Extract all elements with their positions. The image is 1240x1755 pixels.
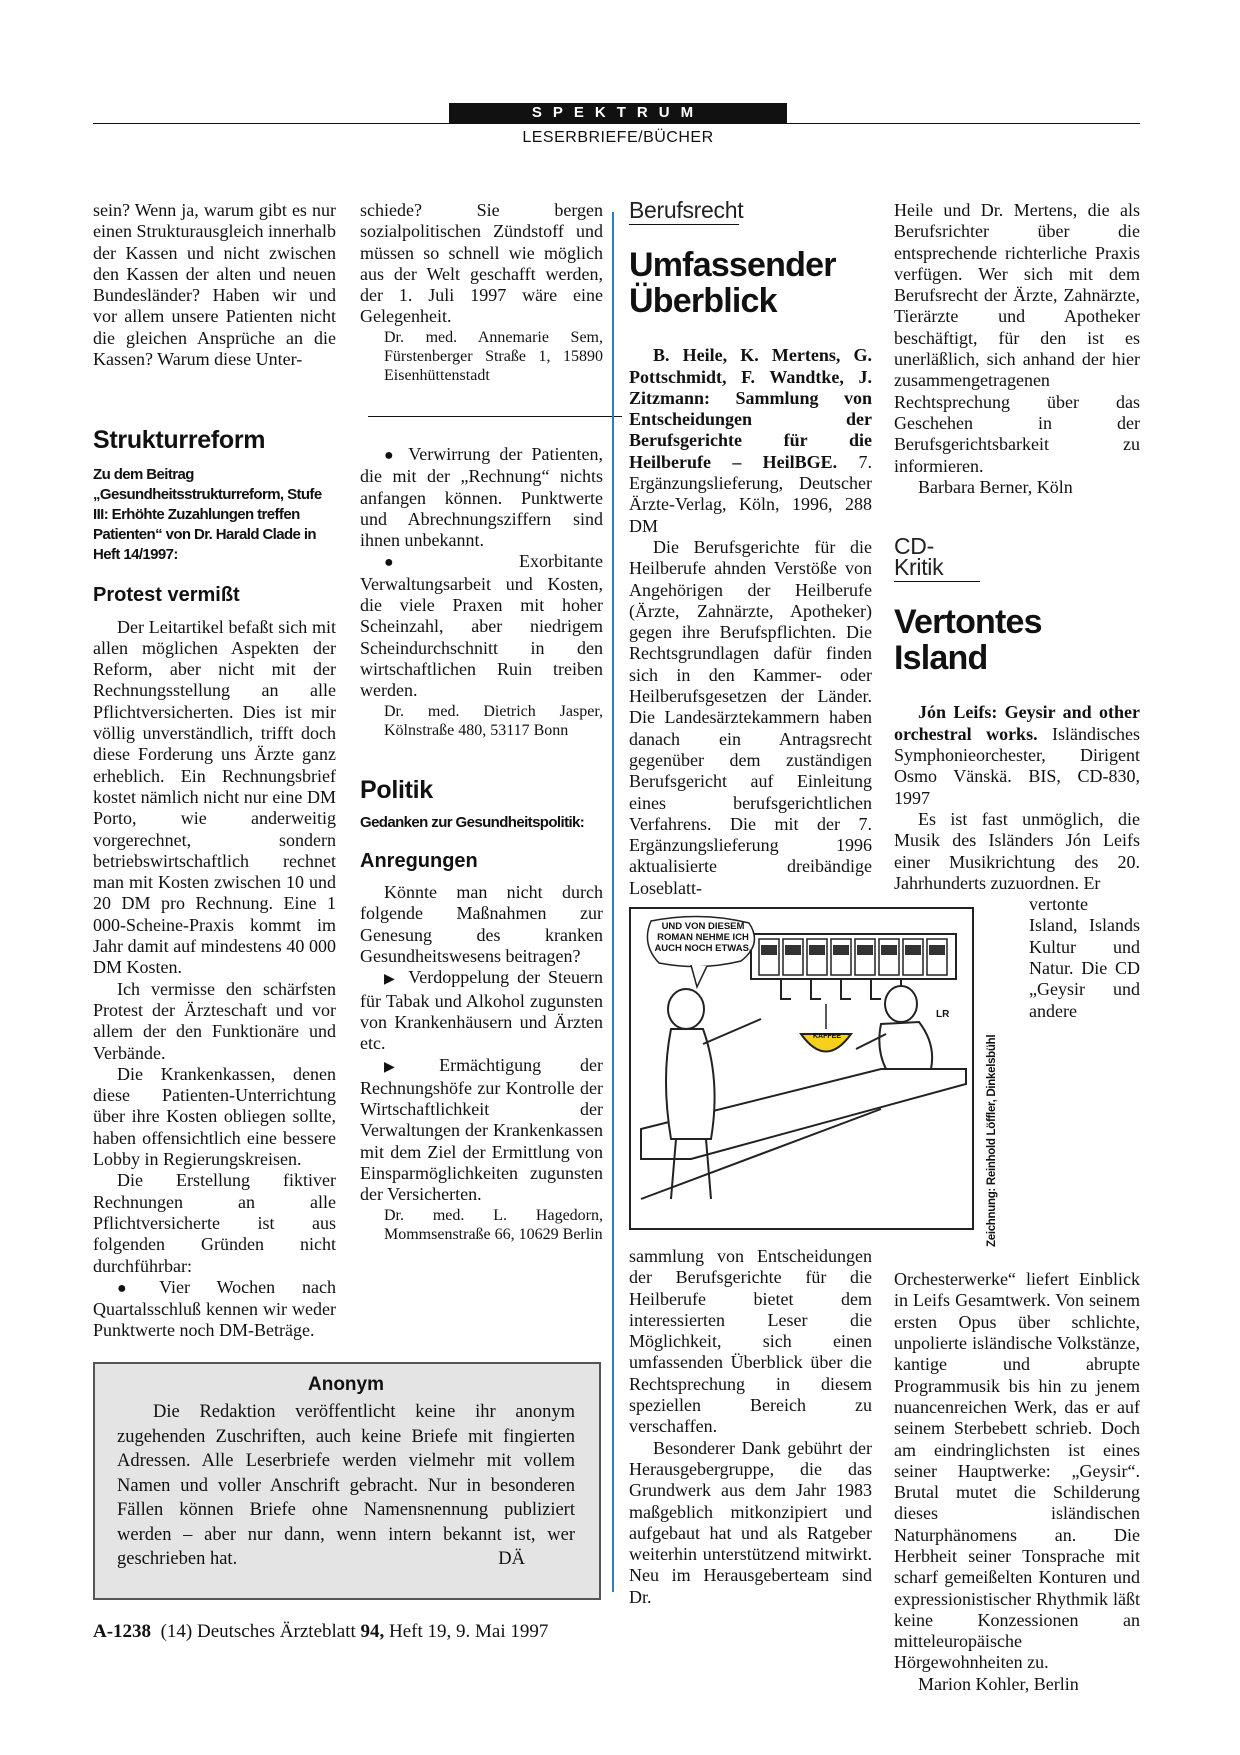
letter-signature: Dr. med. L. Hagedorn, Mommsenstraße 66, 10629 Berlin: [384, 1206, 603, 1243]
letter-continued-col2: [360, 200, 603, 385]
berufsrecht-review-cont: [629, 1246, 872, 1608]
issue-date: Heft 19, 9. Mai 1997: [389, 1621, 549, 1642]
notice-title: Anonym: [308, 1374, 384, 1395]
citation-details: Isländisches Symphonieorchester, Dirigent Osmo Vänskä. BIS, CD-830, 1997: [894, 723, 1140, 808]
journal-name: (14) Deutsches Ärzteblatt: [160, 1621, 356, 1642]
bowl-label: KAFFEE: [813, 1033, 841, 1040]
cartoon-initials: LR: [936, 1009, 950, 1020]
wrap-shape: [894, 894, 1029, 1269]
speech-bubble-text: UND VON DIESEM ROMAN NEHME ICH AUCH NOCH ETWAS.: [654, 921, 752, 954]
paragraph: Heile und Dr. Mertens, die als Berufsrichter über die entsprechende richterliche Praxis verfügen. Wer sich mit dem Berufsrecht der Ärzte, Zahnärzte, Tierärzte und Apotheker beschäftigt, für den ist es unerläßlich, sich anhand der hier zusammengetragenen Rechtsprechung über das Geschehen in der Berufsgerichtsbarkeit zu informieren.: [894, 200, 1140, 476]
letter-intro: Zu dem Beitrag „Gesundheitsstrukturreform, Stufe III: Erhöhte Zuzahlungen treffen Patienten“ von Dr. Harald Clade in Heft 14/1997:: [93, 466, 322, 564]
cd-citation: [894, 702, 1140, 808]
paragraph: Ich vermisse den schärfsten Protest der Ärzteschaft und vor allem der den Funktionäre und Verbände.: [93, 978, 336, 1063]
citation-details: 7. Ergänzungslieferung, Deutscher Ärzte-Verlag, Köln, 1996, 288 DM: [629, 451, 873, 536]
strukturreform-letter: [93, 426, 336, 1342]
paragraph: Die Krankenkassen, denen diese Patienten-Unterrichtung über ihre Kosten obliegen sollte, haben offensichtlich eine bessere Lobby in Regierungskreisen.: [93, 1063, 336, 1170]
notice-body: Die Redaktion veröffentlicht keine ihr anonym zugehenden Zuschriften, auch keine Briefe mit fingierten Adressen. Alle Leserbriefe werden vielmehr mit vollem Namen und voller Anschrift gebracht. Nur in besonderen Fällen können Briefe ohne Namensnennung publiziert werden – aber nur dann, wenn intern bekannt ist, wer geschrieben hat.: [117, 1402, 575, 1569]
paragraph: Der Leitartikel befaßt sich mit allen möglichen Aspekten der Reform, aber nicht mit der Rechnungsstellung an alle Pflichtversicherten. Dies ist mir völlig unverständlich, trifft doch diese Forderung uns Ärzte ganz erheblich. Ein Rechnungsbrief kostet nämlich nicht nur eine DM Porto, wie anderweitig vorgerechnet, sondern betriebswirtschaftlich rechnet man mit Kosten zwischen 10 und 20 DM pro Rechnung. Eine 1 000-Scheine-Praxis kommt im Jahr damit auf mindestens 40 000 DM Kosten.: [93, 616, 336, 978]
page-number: A-1238: [93, 1621, 152, 1642]
title-line: Vertontes: [894, 603, 1042, 642]
paragraph: Es ist fast unmöglich, die Musik des Isländers Jón Leifs einer Musikrichtung des 20. Jahrhunderts zuzuordnen. Er: [894, 808, 1140, 893]
header-rule: [93, 123, 1140, 124]
cartoon-credit: Zeichnung: Reinhold Löffler, Dinkelsbühl: [986, 1034, 998, 1247]
title-line: Island: [894, 639, 988, 678]
article-title: [894, 604, 1140, 676]
citation-authors-title: B. Heile, K. Mertens, G. Pottschmidt, F. Wandtke, J. Zitzmann: Sammlung von Entscheidungen der Berufsgerichte für die Heilberufe – HeilBGE.: [629, 345, 872, 472]
rubric-label: Berufsrecht: [629, 200, 739, 225]
rubric-label: CD-Kritik: [894, 536, 980, 583]
article-title: [629, 247, 872, 319]
letter-intro: Gedanken zur Gesundheitspolitik:: [360, 813, 585, 831]
bullet-item: ▶ Ermächtigung der Rechnungshöfe zur Kontrolle der Wirtschaftlichkeit der Verwaltungen der Krankenkassen mit dem Ziel der Ermittlung von Einsparmöglichkeiten zugunsten der Versicherten.: [360, 1055, 603, 1206]
strukturreform-letter-cont: [360, 444, 603, 1244]
letter-subheading: Anregungen: [360, 849, 478, 872]
letter-continued-col1: [93, 200, 336, 370]
notice-text: [117, 1400, 575, 1572]
letter-text: sein? Wenn ja, warum gibt es nur einen Strukturausgleich innerhalb der Kassen und nicht zwischen den Kassen der alten und neuen Bundesländer? Haben wir und vor allem unsere Patienten nicht die gleichen Ansprüche an die Kassen? Warum diese Unter-: [93, 200, 336, 370]
citation-title: Jón Leifs: Geysir and other orchestral works.: [894, 702, 1140, 744]
bullet-item: ▶ Verdoppelung der Steuern für Tabak und Alkohol zugunsten von Krankenhäusern und Ärzten etc.: [360, 967, 603, 1054]
letter-signature: Dr. med. Dietrich Jasper, Kölnstraße 480, 53117 Bonn: [384, 702, 603, 739]
section-heading: Politik: [360, 775, 433, 804]
column-divider: [368, 416, 622, 417]
review-signature: Marion Kohler, Berlin: [918, 1673, 1079, 1694]
review-signature: Barbara Berner, Köln: [918, 476, 1073, 497]
section-heading: Strukturreform: [93, 426, 266, 454]
page-footer: [93, 1621, 548, 1643]
paragraph: vertonte Island, Islands Kultur und Natur. Die CD „Geysir und andere Orchesterwerke“ liefert Einblick in Leifs Gesamtwerk. Von seinem ersten Opus über schlichte, unpolierte isländische Volkstänze, kantige und abrupte Programmusik bis hin zu jenem nuancenreichen Werk, das er auf seinem Sterbebett schrieb. Doch am eindringlichsten ist eines seiner Hauptwerke: „Geysir“. Brutal mutet die Schilderung dieses isländischen Naturphänomens an. Die Herbheit seiner Tonsprache mit scharf gemeißelten Konturen und expressionistischer Rhythmik läßt keine Konzessionen an mitteleuropäische Hörgewohnheiten zu.: [894, 894, 1140, 1673]
column-accent-rule: [612, 212, 614, 1592]
letter-signature: Dr. med. Annemarie Sem, Fürstenberger Straße 1, 15890 Eisenhüttenstadt: [384, 328, 603, 384]
title-line: Umfassender: [629, 246, 836, 285]
section-banner: SPEKTRUM: [449, 103, 787, 123]
anonym-notice-box: [93, 1362, 601, 1600]
section-subtitle: LESERBRIEFE/BÜCHER: [522, 129, 714, 146]
paragraph: Könnte man nicht durch folgende Maßnahmen zur Genesung des kranken Gesundheitswesens beitragen?: [360, 882, 603, 967]
paragraph: Die Erstellung fiktiver Rechnungen an alle Pflichtversicherte ist aus folgenden Gründen nicht durchführbar:: [93, 1170, 336, 1276]
title-line: Überblick: [629, 282, 777, 321]
paragraph: sammlung von Entscheidungen der Berufsgerichte für die Heilberufe bietet dem interessierten Leser die Möglichkeit, sich einen umfassenden Überblick über die Rechtsprechung in diesem speziellen Bereich zu verschaffen.: [629, 1246, 872, 1437]
paragraph: Die Berufsgerichte für die Heilberufe ahnden Verstöße von Angehörigen der Heilberufe (Ärzte, Zahnärzte, Apotheker) gegen ihre Berufspflichten. Die Rechtsgrundlagen dafür finden sich in den Kammer- oder Heilberufsgesetzen der Länder. Die Landesärztekammern haben danach ein Antragsrecht gegenüber dem zuständigen Berufsgericht auf Einleitung eines berufsgerichtlichen Verfahrens. Die mit der 7. Ergänzungslieferung 1996 aktualisierte dreibändige Loseblatt-: [629, 536, 872, 898]
letter-subheading: Protest vermißt: [93, 584, 240, 607]
letter-text: schiede? Sie bergen sozialpolitischen Zündstoff und müssen so schnell wie möglich aus der Welt geschafft werden, der 1. Juli 1997 wäre eine Gelegenheit.: [360, 200, 603, 327]
bullet-item: ● Verwirrung der Patienten, die mit der „Rechnung“ nichts anfangen können. Punktwerte und Abrechnungsziffern sind ihnen unbekannt.: [360, 444, 603, 551]
notice-initials: DÄ: [498, 1549, 525, 1569]
book-citation: [629, 345, 872, 537]
volume-number: 94,: [360, 1621, 385, 1642]
paragraph: Besonderer Dank gebührt der Herausgebergruppe, die das Grundwerk aus dem Jahr 1983 maßgeblich mitkonzipiert und aufgebaut hat und als Ratgeber weiterhin unterstützend mitwirkt. Neu im Herausgeberteam sind Dr.: [629, 1437, 872, 1607]
berufsrecht-review-end: [894, 200, 1140, 1695]
berufsrecht-review: [629, 197, 873, 899]
bullet-item: ● Exorbitante Verwaltungsarbeit und Kosten, die viele Praxen mit hoher Scheinzahl, aber niedrigem Scheindurchschnitt in den wirtschaftlichen Ruin treiben werden.: [360, 551, 603, 701]
bullet-item: ● Vier Wochen nach Quartalsschluß kennen wir weder Punktwerte noch DM-Beträge.: [93, 1277, 336, 1342]
